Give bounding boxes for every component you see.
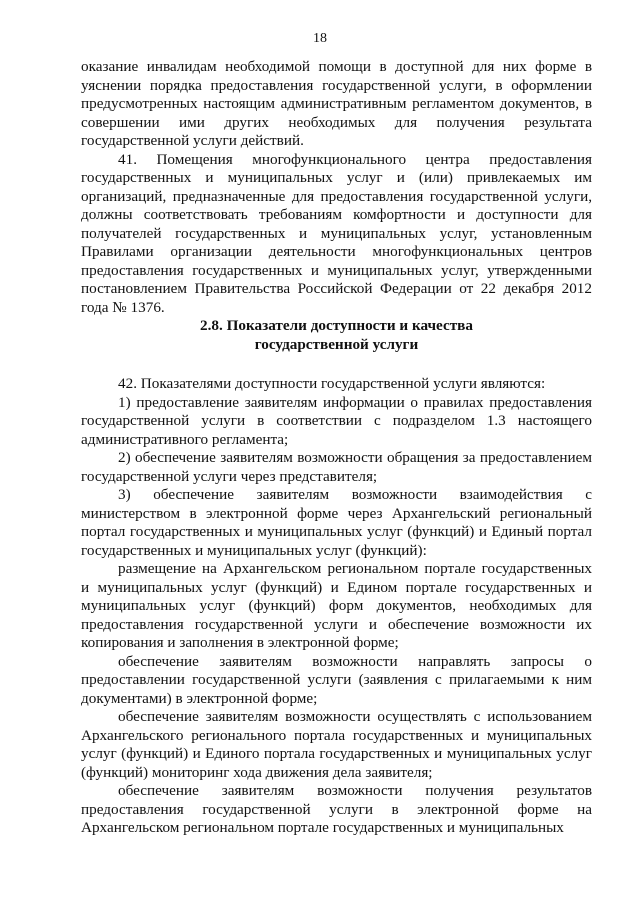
paragraph-41: 41. Помещения многофункционального центра предоставления государственных и муниципальных услуг и (или) привлекаемых им организаций, предназначенные для предоставления государственной услуги, должны соответствовать требованиям комфортности и доступности для получателей государственных и муниципальных услуг, установленным Правилами организации деятельности многофункциональных центров предоставления государственных и муниципальных услуг, утвержденными постановлением Правительства Российской Федерации от 22 декабря 2012 года № 1376. xyxy=(81,150,592,316)
paragraph-42-item-1: 1) предоставление заявителям информации о правилах предоставления государственной услуги в соответствии с подразделом 1.3 настоящего административного регламента; xyxy=(81,393,592,448)
paragraph-42-item-3c: обеспечение заявителям возможности осуществлять с использованием Архангельского регионального портала государственных и муниципальных услуг (функций) и Единого портала государственных и муниципальных услуг (функций) мониторинг хода движения дела заявителя; xyxy=(81,708,592,781)
page-number: 18 xyxy=(313,31,327,46)
paragraph-42: 42. Показателями доступности государственной услуги являются: xyxy=(118,375,546,392)
paragraph-42-item-3: 3) обеспечение заявителям возможности взаимодействия с министерством в электронной форме через Архангельский региональный портал государственных и муниципальных услуг (функций) и Единый портал государственных и муниципальных услуг (функций): xyxy=(81,486,592,559)
section-heading xyxy=(81,317,592,354)
paragraph-42-item-3a: размещение на Архангельском региональном портале государственных и муниципальных услуг (функций) и Едином портале государственных и муниципальных услуг (функций) форм документов, необходимых для предоставления государственной услуги и обеспечение возможности их копирования и заполнения в электронной форме; xyxy=(81,560,592,651)
paragraph-42-item-3d: обеспечение заявителям возможности получения результатов предоставления государственной услуги в электронной форме на Архангельском региональном портале государственных и муниципальных xyxy=(81,782,592,836)
paragraph-42-item-2: 2) обеспечение заявителям возможности обращения за предоставлением государственной услуги через представителя; xyxy=(81,449,592,485)
section-heading-line-2: государственной услуги xyxy=(254,335,419,353)
paragraph-42-item-3b: обеспечение заявителям возможности направлять запросы о предоставлении государственной услуги (заявления с прилагаемыми к ним документами) в электронной форме; xyxy=(81,652,592,707)
section-heading-line-1: 2.8. Показатели доступности и качества xyxy=(200,317,473,334)
document-body xyxy=(81,58,592,838)
paragraph-continuation: оказание инвалидам необходимой помощи в доступной для них форме в уяснении порядка предоставления государственной услуги, в оформлении предусмотренных настоящим административным регламентом документов, в совершении ими других необходимых для получения результата государственной услуги действий. xyxy=(81,58,592,149)
